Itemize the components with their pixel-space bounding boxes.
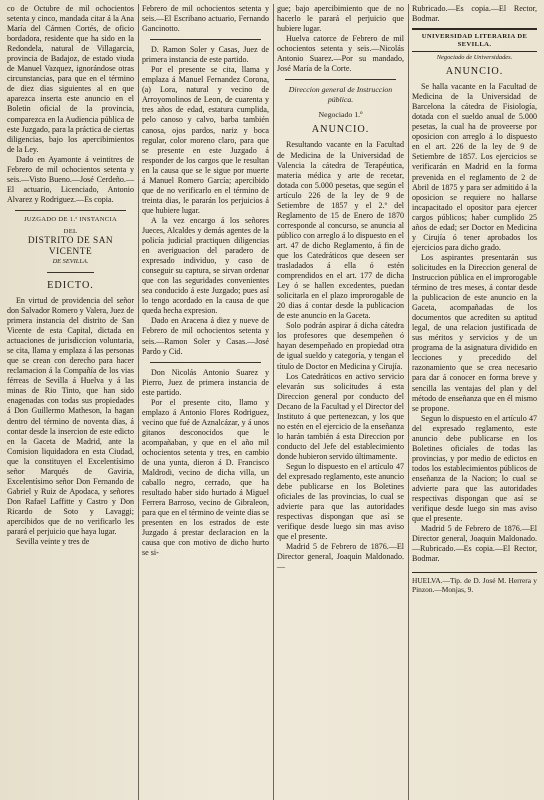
- section-heading-small: JUZGADO DE 1.ª INSTANCIA: [23, 215, 118, 223]
- column-4: [409, 4, 537, 800]
- section-heading: DISTRITO DE SAN VICENTE: [27, 235, 114, 257]
- section-heading-del: DEL: [63, 227, 78, 235]
- paragraph: Febrero de mil ochocientos setenta y seis.—El Escribano actuario, Fernando Gancinotto.: [142, 4, 269, 34]
- paragraph: Madrid 5 de Febrero de 1876.—El Director general, Joaquin Maldonado.—: [277, 542, 404, 572]
- paragraph: Dado en Aracena á diez y nueve de Febrero de mil ochocientos setenta y seis.—Ramon Soler y Casas.—José Pardo y Cid.: [142, 316, 269, 356]
- edict-title: EDICTO.: [47, 279, 94, 291]
- paragraph: Solo podrán aspirar á dicha cátedra los profesores que desempeñen ó hayan desempeñado en propiedad otra de igual sueldo y categoría, y tengan el título de Doctor en Medicina y Cirujía.: [277, 321, 404, 371]
- printer-imprint: HUELVA.—Tip. de D. José M. Herrera y Pinzon.—Monjas, 9.: [412, 572, 537, 594]
- paragraph: Se halla vacante en la Facultad de Medicina de la Universidad de Barcelona la cátedra de Fisiología, dotada con el sueldo anual de 5.000 pesetas, la cual ha de proveerse por oposicion con arreglo á lo dispuesto en el art. 226 de la ley de 9 de Setiembre de 1857. Los ejercicios se verificarán en Madrid en la forma prevenida en el reglamento de 2 de Abril de 1875 y para ser admitido á la oposicion se requiere no hallarse incapacitado el opositor para ejercer cargos públicos; haber cumplido 25 años de edad; ser Doctor en Medicina y Cirujía ó tener aprobados los ejercicios para dicho grado.: [412, 82, 537, 252]
- paragraph: Segun lo dispuesto en el artículo 47 del expresado reglamento, este anuncio debe publicarse en los Boletines oficiales de todas las provincias, y por medio de edictos en todos los establecimientos públicos de enseñanza de la Nacion; lo cual se advierte para que las autoridades respectivas dispongan que así se verifique desde luego sin mas aviso que el presente.: [412, 413, 537, 524]
- section-divider: [150, 39, 261, 40]
- announcement-title: ANUNCIO.: [311, 124, 370, 136]
- paragraph: Los aspirantes presentarán sus solicitudes en la Direccion general de Instruccion pública en el improrogable término de tres meses, á contar desde la publicacion de este anuncio en la Gaceta, acompañadas de los documentos que acrediten su aptitud legal, de una relacion justificada de sus méritos y servicios y de un programa de la asignatura dividido en lecciones y precedido del razonamiento que se crea necesario para dar á conocer en forma breve y sencilla las ventajas del plan y del método de enseñanza que en él mismo se propone.: [412, 252, 537, 413]
- paragraph: Don Nicolás Antonio Suarez y Pierro, Juez de primera instancia de este partido.: [142, 367, 269, 397]
- text-columns: [4, 4, 541, 800]
- column-3: [274, 4, 409, 800]
- paragraph: Huelva catorce de Febrero de mil ochocientos setenta y seis.—Nicolás Antonio Suarez.—Por su mandado, José María de la Corte.: [277, 34, 404, 74]
- column-1: [4, 4, 139, 800]
- paragraph: Los Catedráticos en activo servicio elevarán sus solicitudes á esta Direccion general por conducto del Decano de la Facultad y el Director del Instituto á que pertenezcan, y los que no estén en el ejercicio de la enseñanza lo harán también á esta Direccion por conducto del Jefe del establecimiento donde hubieron servido últimamente.: [277, 371, 404, 461]
- section-divider: [150, 362, 261, 363]
- paragraph: En virtud de providencia del señor don Salvador Romero y Valera, Juez de primera instancia del distrito de San Vicente de esta Capital, dictada en actuaciones de jurisdiccion voluntaria, se cita, llama y emplaza á las personas que se crean con derecho para hacer reclamacion á la Compañía de los vias férreas de Sevilla á Huelva y á las minas de Rio Tinto, que han sido enagenadas con todas sus propiedades á Don Guillermo Matheson, la hagan dentro del término de noventa dias, á contar desde la insercion de este edicto en la Gaceta de Madrid, ante la Comision liquidadora en esta Ciudad, que la constituyen el Excelentísimo señor Marqués de Gaviria, Excelentísimo señor Don Fernando de Gabriel y Ruiz de Apodaca, y señores Don Rafael Laffitte y Castro y Don Ricardo de Soto y Lavaggi; apercibidos que de no verificarlo les parará el perjuicio que haya lugar.: [7, 295, 135, 537]
- section-subheading: DE SEVILLA.: [52, 257, 89, 265]
- announcement-title: ANUNCIO.: [445, 66, 504, 78]
- paragraph: Rubricado.—Es copia.—El Rector, Bodmar.: [412, 4, 537, 24]
- university-subheading: Negociado de Universidades.: [436, 54, 513, 62]
- short-divider: [47, 272, 94, 273]
- paragraph: Sevilla veinte y tres de: [16, 537, 90, 547]
- section-heading: Direccion general de Instruccion pública.: [288, 85, 393, 105]
- paragraph: gue; bajo apercibimiento que de no hacerlo le parará el perjuicio que hubiere lugar.: [277, 4, 404, 34]
- section-divider: [15, 210, 126, 211]
- negociado-label: Negociado 1.º: [318, 110, 363, 120]
- section-divider: [285, 79, 396, 80]
- paragraph: D. Ramon Soler y Casas, Juez de primera instancia de este partido.: [142, 45, 269, 65]
- column-2: [139, 4, 274, 800]
- paragraph: Segun lo dispuesto en el artículo 47 del expresado reglamento, este anuncio debe publicarse en los Boletines oficiales de las provincias, lo cual se advierte para que las autoridades respectivas dispongan que así se verifique desde luego sin mas aviso que el presente.: [277, 461, 404, 542]
- university-name: UNIVERSIDAD LITERARIA DE SEVILLA.: [421, 33, 528, 49]
- paragraph: Madrid 5 de Febrero de 1876.—El Director general, Joaquin Maldonado.—Rubricado.—Es copia.—El Rector, Bodmar.: [412, 524, 537, 564]
- paragraph: Dado en Ayamonte á veintitres de Febrero de mil ochocientos setenta y seis.—Visto Bueno.—José Cerdeño.—El actuario, Licenciado, Antonio Alvarez y Rodriguez.—Es copia.: [7, 154, 134, 204]
- paragraph: A la vez encargo á los señores Jueces, Alcaldes y demás agentes de la policía judicial practiquen diligencias en averiguacion del paradero de expresado individuo, y caso de conseguir su captura, se sirvan ordenar que con las seguridades convenientes sea conducido á este Juzgado; pues así lo tengo acordado en la causa de que queda hecha expresion.: [142, 215, 269, 316]
- paragraph: Por el presente cito, llamo y emplazo á Antonio Flores Rodriguez, vecino que fué de Aznalcázar, y á unos gitanos desconocidos que le acompañaban, y que en el año mil ochocientos setenta y tres, en cambio de una yunta, dieron á D. Francisco Maldrodi, vecino de dicha villa, un caballo negro, cerrado, que ha resultado haber sido hurtado á Miguel Ferrera Barroso, vecino de Gibraleon, para que en el término de veinte dias se presenten en los estrados de este Juzgado á prestar declaracion en la causa que con motivo de dicho hurto se si-: [142, 397, 269, 558]
- paragraph: Por el presente se cita, llama y emplaza á Manuel Fernandez Corona, (a) Lora, natural y vecino de Arroyomolinos de Leon, de cuarenta y tres años de edad, estatura cumplida, pelo canoso y calvo, barba también canosa, ojos pardos, nariz y boca regular, color moreno claro, para que se presente en este Juzgado á responder de los cargos que le resultan en la causa que se le sigue por muerte á Manuel Romero García; apercibido que de no verificarlo en el término de treinta dias, le pararán los perjuicios á que hubiere lugar.: [142, 65, 269, 215]
- university-header: [412, 28, 537, 52]
- paragraph: co de Octubre de mil ochocientos setenta y cinco, mandada citar á la Ana María del Cármen Cortés, de oficio bordadora, residente que ha sido en la Redondela, natural de Villagarcia, provincia de Badajoz, de estado viuda de Manuel Vazquez, ignorándose otras circunstancias, para que en el término de diez dias siguientes al en que aparezca inserta este anuncio en el Boletin oficial de la provincia, comparezca en la Audiencia pública de este Juzgado, para la práctica de ciertas diligencias, bajo los apercibimientos de la Ley.: [7, 4, 134, 154]
- paragraph: Resultando vacante en la Facultad de Medicina de la Universidad de Valencia la cátedra de Terapéutica, materia médica y arte de recetar, dotada con 5.000 pesetas, que según el artículo 226 de la ley de 9 de Setiembre de 1857 y el 2.º del Reglamento de 15 de Enero de 1870 corresponde al concurso, se anuncia al público con arreglo á lo dispuesto en el art. 47 de dicho Reglamento, á fin de que los Catedráticos que deseen ser trasladados á ella ó estén comprendidos en el art. 177 de dicha Ley ó se hallen excedentes, puedan solicitarla en el plazo improrogable de 20 dias á contar desde la publicacion de este anuncio en la Gaceta.: [277, 140, 404, 321]
